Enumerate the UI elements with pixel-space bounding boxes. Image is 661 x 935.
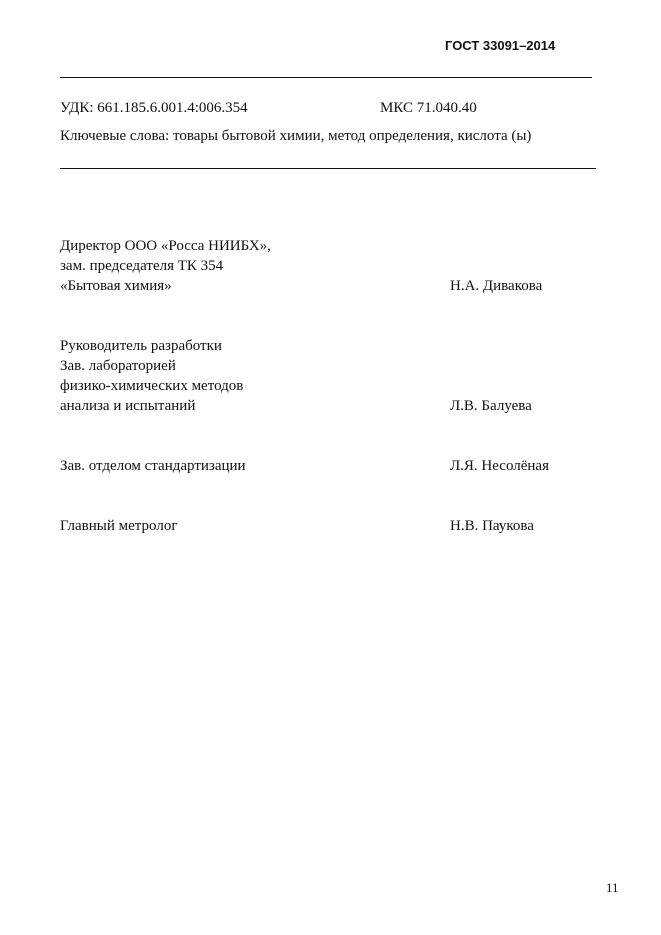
signatory-2-title-line-2: Зав. лабораторией — [60, 358, 176, 374]
signatory-3-name: Л.Я. Несолёная — [450, 458, 549, 474]
keywords: Ключевые слова: товары бытовой химии, метод определения, кислота (ы) — [60, 128, 532, 144]
signatory-3-title-line-1: Зав. отделом стандартизации — [60, 458, 246, 474]
signatory-2-title-line-4: анализа и испытаний — [60, 398, 196, 414]
signatory-4-name: Н.В. Паукова — [450, 518, 534, 534]
signatory-1-title-line-3: «Бытовая химия» — [60, 278, 172, 294]
signatory-1-title-line-2: зам. председателя ТК 354 — [60, 258, 224, 274]
signatory-1-name: Н.А. Дивакова — [450, 278, 543, 294]
mks-code: МКС 71.040.40 — [380, 100, 477, 116]
keywords-rule — [60, 168, 596, 169]
signatory-2-name: Л.В. Балуева — [450, 398, 532, 414]
udk-code: УДК: 661.185.6.001.4:006.354 — [60, 100, 248, 116]
page-number: 11 — [606, 880, 619, 895]
signatory-2-title-line-1: Руководитель разработки — [60, 338, 222, 354]
top-rule — [60, 77, 592, 78]
signatory-2-title-line-3: физико-химических методов — [60, 378, 244, 394]
signatory-1-title-line-1: Директор ООО «Росса НИИБХ», — [60, 238, 271, 254]
standard-number: ГОСТ 33091–2014 — [445, 38, 556, 53]
signatory-4-title-line-1: Главный метролог — [60, 518, 178, 534]
